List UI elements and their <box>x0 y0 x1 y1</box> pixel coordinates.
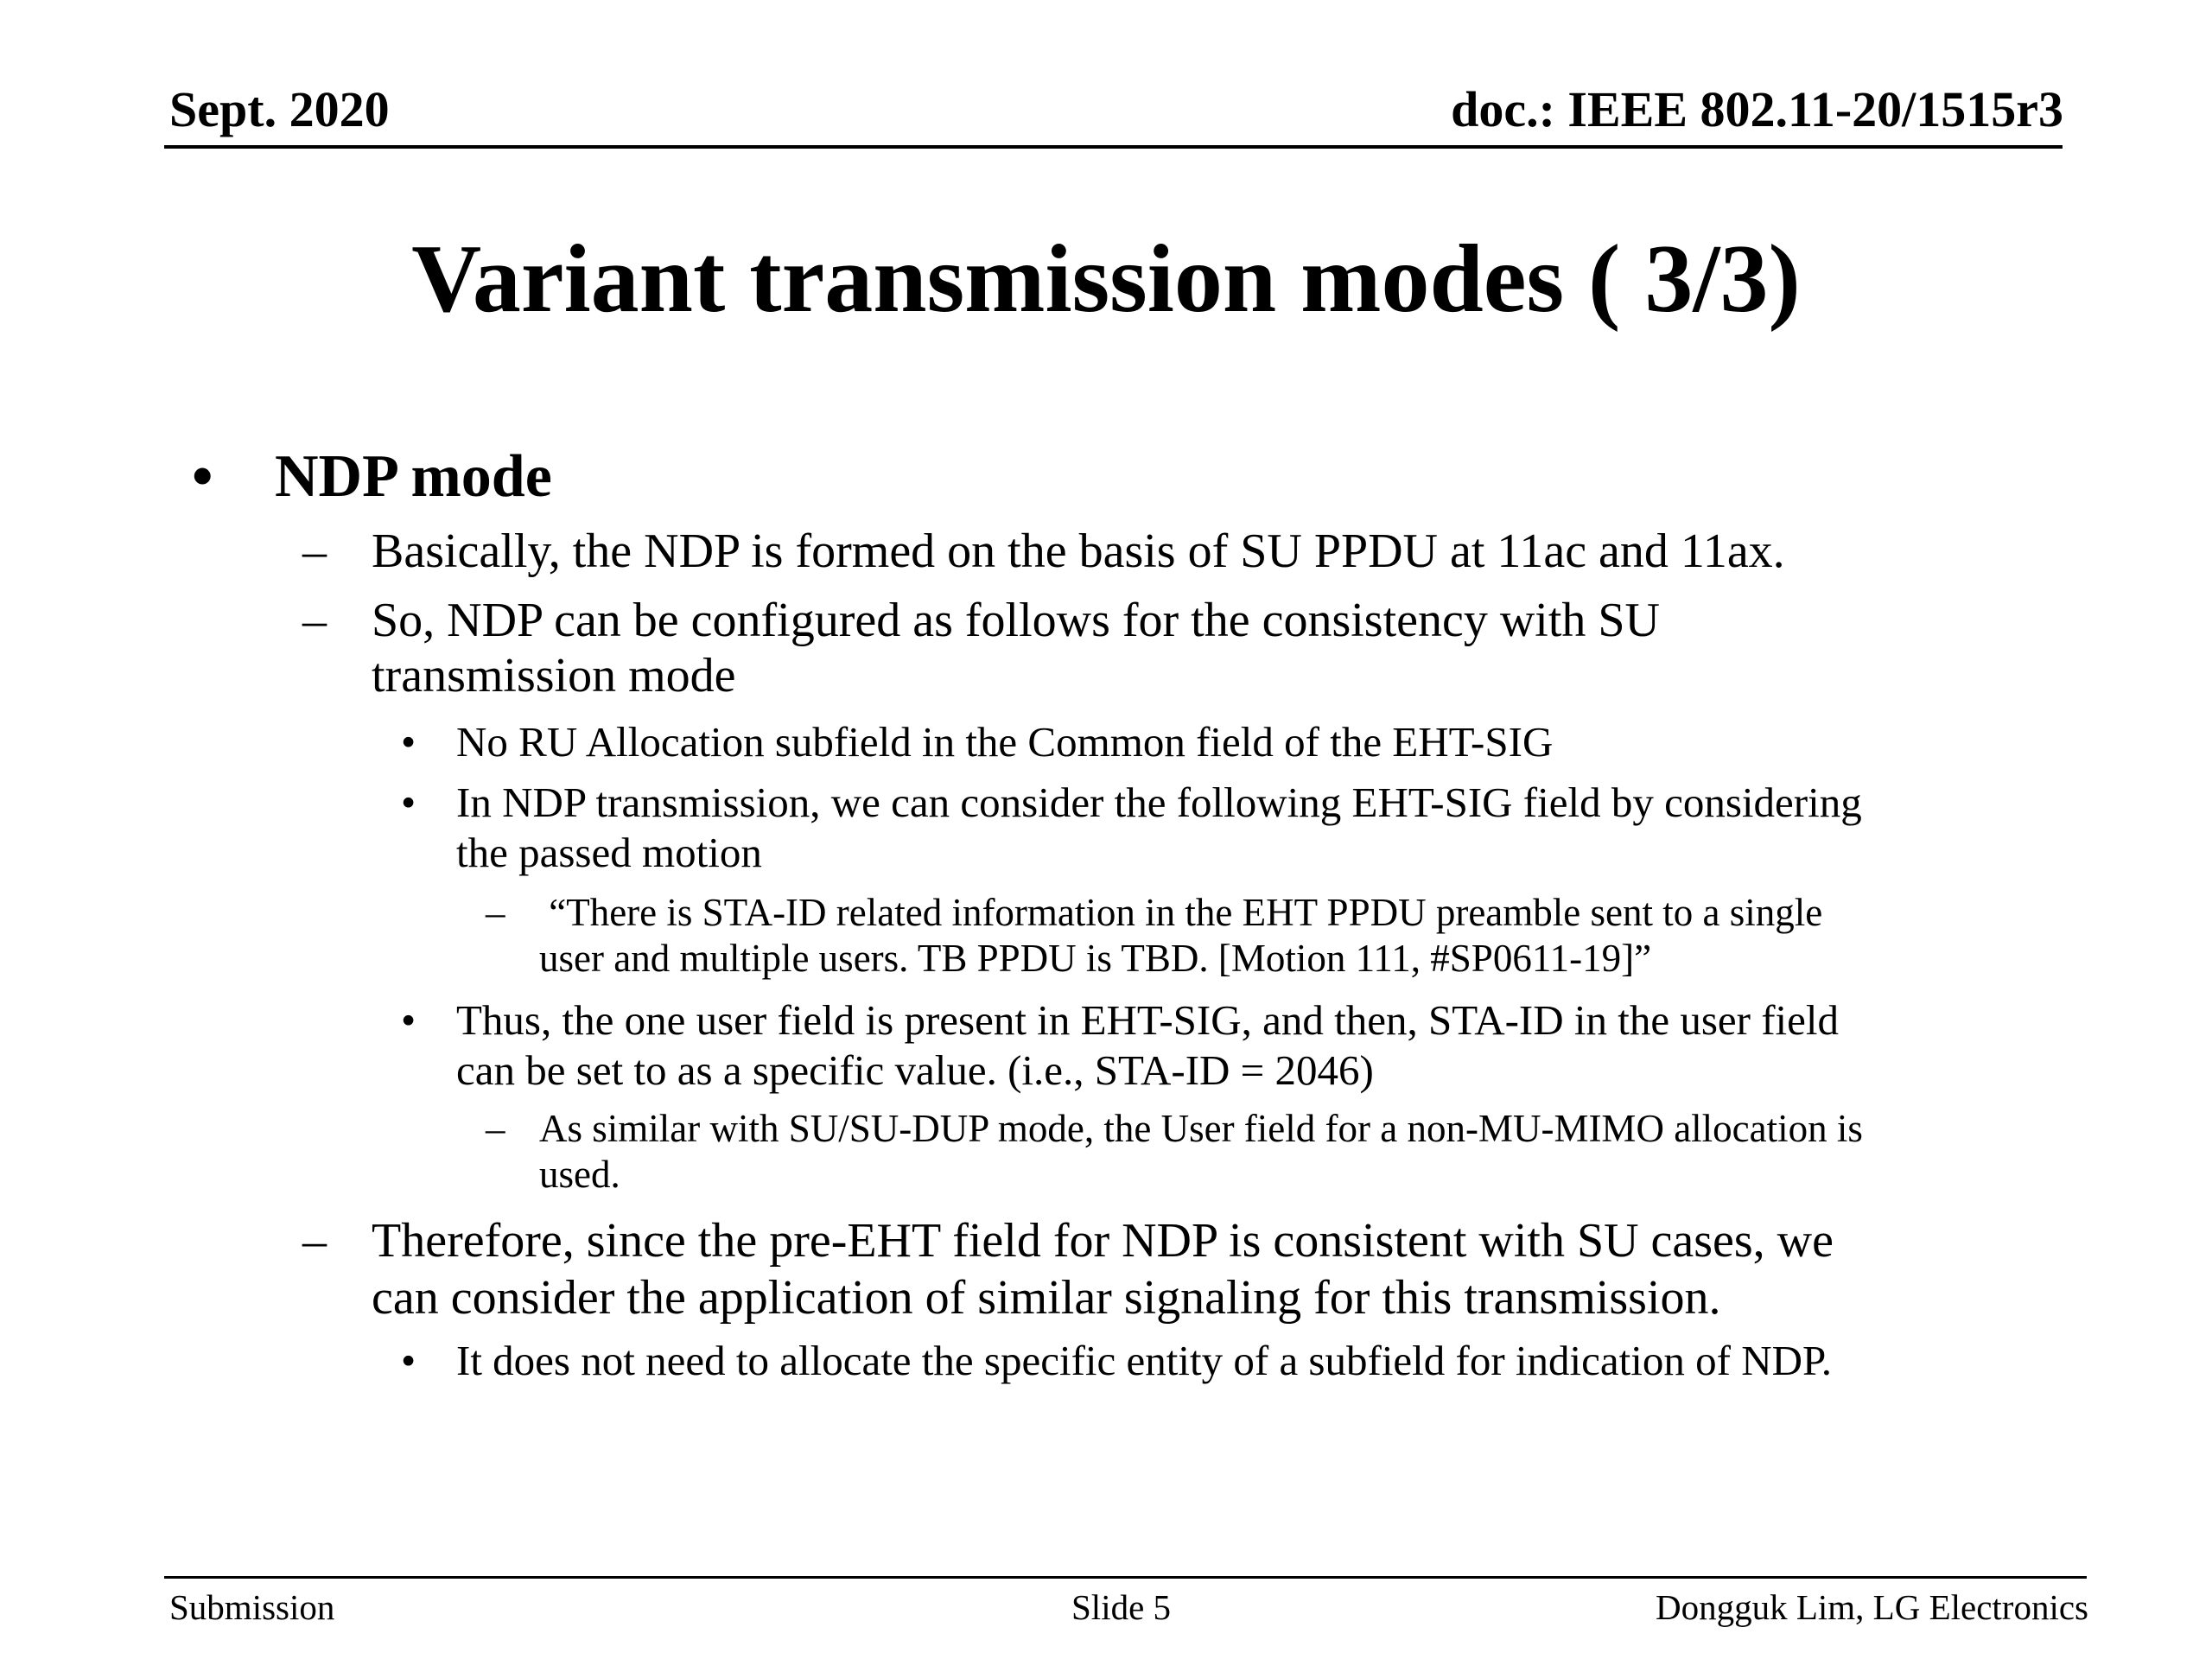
su-dup-line2: used. <box>539 1153 620 1196</box>
thus-line2: can be set to as a specific value. (i.e., STA-ID = 2046) <box>456 1046 1374 1094</box>
footer-slide-number: Slide 5 <box>1071 1587 1172 1627</box>
so-ndp-line1: So, NDP can be configured as follows for the consistency with SU <box>372 594 1660 647</box>
motion-quote-line2: user and multiple users. TB PPDU is TBD. [Motion 111, #SP0611-19]” <box>539 937 1652 980</box>
dash-marker: – <box>486 1107 505 1150</box>
does-not-need-text: It does not need to allocate the specific entity of a subfield for indication of NDP. <box>456 1337 1833 1384</box>
motion-quote-line1: “There is STA-ID related information in the EHT PPDU preamble sent to a single <box>539 891 1823 934</box>
ndp-mode-heading: NDP mode <box>275 443 552 510</box>
in-ndp-line2: the passed motion <box>456 829 762 876</box>
dot-marker: • <box>401 996 416 1044</box>
header-divider <box>164 145 2063 149</box>
dot-marker: • <box>401 779 416 826</box>
dash-marker: – <box>302 1214 327 1268</box>
basically-text: Basically, the NDP is formed on the basis of SU PPDU at 11ac and 11ax. <box>372 524 1785 578</box>
thus-line1: Thus, the one user field is present in EHT-SIG, and then, STA-ID in the user field <box>456 996 1840 1044</box>
header-date: Sept. 2020 <box>169 81 390 137</box>
in-ndp-line1: In NDP transmission, we can consider the following EHT-SIG field by considering <box>456 779 1862 826</box>
footer-author: Dongguk Lim, LG Electronics <box>1655 1587 2088 1627</box>
su-dup-line1: As similar with SU/SU-DUP mode, the User field for a non-MU-MIMO allocation is <box>539 1107 1863 1150</box>
dot-marker: • <box>401 718 416 766</box>
dash-marker: – <box>302 524 327 578</box>
header-doc-id: doc.: IEEE 802.11-20/1515r3 <box>1451 81 2063 137</box>
bullet-marker: • <box>192 443 213 510</box>
slide-title: Variant transmission modes ( 3/3) <box>411 226 1801 333</box>
dot-marker: • <box>401 1337 416 1384</box>
therefore-line2: can consider the application of similar signaling for this transmission. <box>372 1271 1721 1325</box>
footer-submission: Submission <box>169 1587 335 1627</box>
footer-divider <box>164 1576 2087 1579</box>
no-ru-text: No RU Allocation subfield in the Common field of the EHT-SIG <box>456 718 1554 766</box>
dash-marker: – <box>302 594 327 647</box>
so-ndp-line2: transmission mode <box>372 649 736 702</box>
dash-marker: – <box>486 891 505 934</box>
therefore-line1: Therefore, since the pre-EHT field for NDP is consistent with SU cases, we <box>372 1214 1834 1268</box>
